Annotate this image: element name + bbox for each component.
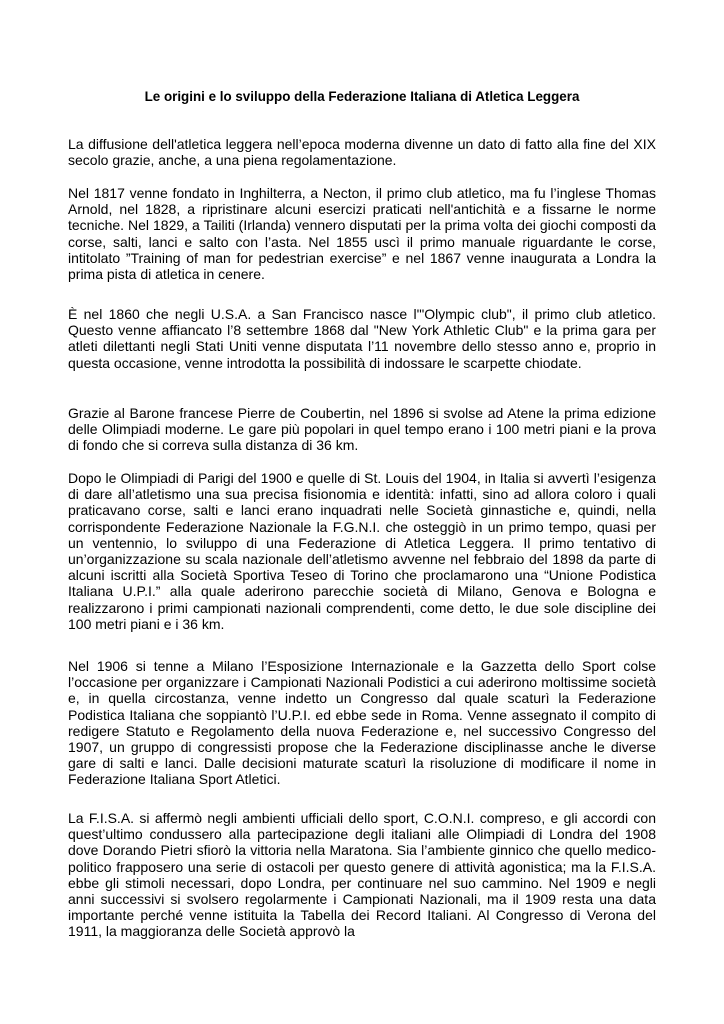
paragraph-1906: Nel 1906 si tenne a Milano l’Esposizione Internazionale e la Gazzetta dello Sport colse l’occasione per organizzare i Campionati Nazionali Podistici a cui aderirono moltissime società e, in quella circostanza, venne indetto un Congresso dal quale scaturì la Federazione Podistica Italiana che soppiantò l’U.P.I. ed ebbe sede in Roma. Venne assegnato il compito di redigere Statuto e Regolamento della nuova Federazione e, nel successivo Congresso del 1907, un gruppo di congressisti propose che la Federazione disciplinasse anche le diverse gare di salti e lanci. Dalle decisioni maturate scaturì la risoluzione di modificare il nome in Federazione Italiana Sport Atletici. bbox=[68, 658, 656, 788]
paragraph-upi: Dopo le Olimpiadi di Parigi del 1900 e quelle di St. Louis del 1904, in Italia si avvertì l’esigenza di dare all’atletismo una sua precisa fisionomia e identità: infatti, sino ad allora coloro i quali praticavano corse, salti e lanci erano inquadrati nelle Società ginnastiche e, quindi, nella corrispondente Federazione Nazionale la F.G.N.I. che osteggiò in un primo tempo, quasi per un ventennio, lo sviluppo di una Federazione di Atletica Leggera. Il primo tentativo di un’organizzazione su scala nazionale dell’atletismo avvenne nel febbraio del 1898 da parte di alcuni iscritti alla Società Sportiva Teseo di Torino che proclamarono una “Unione Podistica Italiana U.P.I.” alla quale aderirono parecchie società di Milano, Genova e Bologna e realizzarono i primi campionati nazionali comprendenti, come detto, le due sole discipline dei 100 metri piani e i 36 km. bbox=[68, 470, 656, 632]
paragraph-1817: Nel 1817 venne fondato in Inghilterra, a Necton, il primo club atletico, ma fu l’inglese Thomas Arnold, nel 1828, a ripristinare alcuni esercizi praticati nell'antichità e a fissarne le norme tecniche. Nel 1829, a Tailiti (Irlanda) vennero disputati per la prima volta dei giochi composti da corse, salti, lanci e salto con l’asta. Nel 1855 uscì il primo manuale riguardante le corse, intitolato ”Training of man for pedestrian exercise” e nel 1867 venne inaugurata a Londra la prima pista di atletica in cenere. bbox=[68, 185, 656, 283]
paragraph-1860: È nel 1860 che negli U.S.A. a San Francisco nasce l'"Olympic club", il primo club atletico. Questo venne affiancato l’8 settembre 1868 dal "New York Athletic Club" e la prima gara per atleti dilettanti negli Stati Uniti venne disputata l’11 novembre dello stesso anno e, proprio in questa occasione, venne introdotta la possibilità di indossare le scarpette chiodate. bbox=[68, 306, 656, 371]
paragraph-intro: La diffusione dell'atletica leggera nell’epoca moderna divenne un dato di fatto alla fine del XIX secolo grazie, anche, a una piena regolamentazione. bbox=[68, 136, 656, 169]
document-title: Le origini e lo sviluppo della Federazione Italiana di Atletica Leggera bbox=[144, 89, 580, 104]
paragraph-fisa: La F.I.S.A. si affermò negli ambienti ufficiali dello sport, C.O.N.I. compreso, e gli accordi con quest’ultimo condussero alla partecipazione degli italiani alle Olimpiadi di Londra del 1908 dove Dorando Pietri sfiorò la vittoria nella Maratona. Sia l’ambiente ginnico che quello medico-politico frapposero una serie di ostacoli per questo genere di attività agonistica; ma la F.I.S.A. ebbe gli stimoli necessari, dopo Londra, per continuare nel suo cammino. Nel 1909 e negli anni successivi si svolsero regolarmente i Campionati Nazionali, ma il 1909 resta una data importante perché venne istituita la Tabella dei Record Italiani. Al Congresso di Verona del 1911, la maggioranza delle Società approvò la bbox=[68, 810, 656, 940]
paragraph-coubertin: Grazie al Barone francese Pierre de Coubertin, nel 1896 si svolse ad Atene la prima edizione delle Olimpiadi moderne. Le gare più popolari in quel tempo erano i 100 metri piani e la prova di fondo che si correva sulla distanza di 36 km. bbox=[68, 405, 656, 454]
